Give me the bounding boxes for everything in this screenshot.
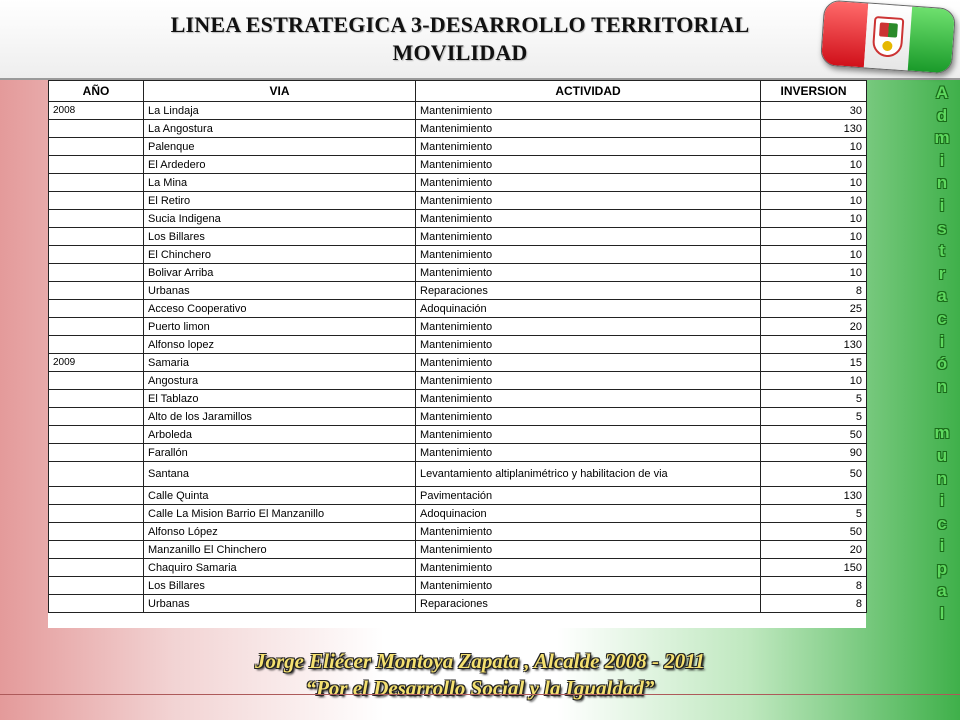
cell-year (49, 300, 144, 318)
table-row (49, 264, 867, 282)
table-row (49, 372, 867, 390)
cell-year (49, 577, 144, 595)
cell-actividad: Mantenimiento (416, 390, 761, 408)
cell-year (49, 192, 144, 210)
cell-year (49, 487, 144, 505)
side-text-letter: r (938, 263, 946, 283)
cell-actividad: Mantenimiento (416, 156, 761, 174)
cell-year (49, 390, 144, 408)
cell-inversion: 10 (761, 210, 867, 228)
cell-inversion: 50 (761, 426, 867, 444)
table-row (49, 174, 867, 192)
cell-actividad: Mantenimiento (416, 246, 761, 264)
cell-inversion: 90 (761, 444, 867, 462)
cell-via: Palenque (144, 138, 416, 156)
flag-white-band (864, 4, 912, 71)
cell-year: 2009 (49, 354, 144, 372)
cell-via: Santana (144, 462, 416, 487)
table-row (49, 487, 867, 505)
cell-year (49, 246, 144, 264)
cell-via: Urbanas (144, 595, 416, 613)
side-text-letter: n (936, 173, 948, 193)
cell-year: 2008 (49, 102, 144, 120)
table-row (49, 120, 867, 138)
cell-inversion: 50 (761, 523, 867, 541)
table-row (49, 228, 867, 246)
cell-actividad: Mantenimiento (416, 523, 761, 541)
page-title (0, 0, 960, 78)
cell-year (49, 444, 144, 462)
side-text-letter: s (937, 218, 947, 238)
investment-table-container (48, 80, 866, 628)
cell-via: Farallón (144, 444, 416, 462)
table-row (49, 577, 867, 595)
cell-actividad: Mantenimiento (416, 372, 761, 390)
side-text-letter: a (937, 286, 947, 306)
cell-inversion: 130 (761, 487, 867, 505)
cell-actividad: Mantenimiento (416, 210, 761, 228)
cell-inversion: 10 (761, 246, 867, 264)
cell-year (49, 595, 144, 613)
cell-via: Arboleda (144, 426, 416, 444)
cell-via: Bolivar Arriba (144, 264, 416, 282)
table-row (49, 505, 867, 523)
cell-year (49, 372, 144, 390)
table-row (49, 210, 867, 228)
cell-actividad: Mantenimiento (416, 408, 761, 426)
cell-inversion: 8 (761, 595, 867, 613)
side-text-letter: i (939, 536, 945, 556)
side-text-letter: p (936, 558, 948, 578)
table-row (49, 318, 867, 336)
cell-via: Los Billares (144, 228, 416, 246)
cell-actividad: Reparaciones (416, 282, 761, 300)
side-text-letter: i (939, 331, 945, 351)
footer-mayor-line: Jorge Eliécer Montoya Zapata , Alcalde 2008 - 2011 (254, 649, 706, 673)
table-row (49, 156, 867, 174)
table-row (49, 282, 867, 300)
side-text-letter: ó (936, 354, 948, 374)
cell-year (49, 282, 144, 300)
table-row (49, 408, 867, 426)
cell-year (49, 228, 144, 246)
table-row (49, 426, 867, 444)
cell-actividad: Mantenimiento (416, 138, 761, 156)
cell-year (49, 264, 144, 282)
cell-via: El Retiro (144, 192, 416, 210)
column-header-year: AÑO (49, 81, 144, 102)
cell-year (49, 174, 144, 192)
cell-actividad: Adoquinación (416, 300, 761, 318)
cell-via: Calle Quinta (144, 487, 416, 505)
cell-via: La Lindaja (144, 102, 416, 120)
flag-red-band (821, 1, 869, 68)
cell-actividad: Pavimentación (416, 487, 761, 505)
side-text-letter: u (936, 445, 948, 465)
table-row (49, 300, 867, 318)
cell-year (49, 523, 144, 541)
table-row (49, 354, 867, 372)
cell-actividad: Mantenimiento (416, 192, 761, 210)
cell-actividad: Mantenimiento (416, 120, 761, 138)
side-text-letter: c (937, 308, 947, 328)
cell-actividad: Mantenimiento (416, 264, 761, 282)
cell-actividad: Mantenimiento (416, 444, 761, 462)
cell-actividad: Levantamiento altiplanimétrico y habilitacion de via (416, 462, 761, 487)
cell-actividad: Mantenimiento (416, 426, 761, 444)
title-line-2: MOVILIDAD (392, 40, 528, 65)
footer-slogan-line: “Por el Desarrollo Social y la Igualdad” (305, 676, 655, 700)
footer-divider (0, 694, 960, 695)
cell-actividad: Mantenimiento (416, 318, 761, 336)
cell-inversion: 10 (761, 372, 867, 390)
cell-year (49, 210, 144, 228)
table-row (49, 462, 867, 487)
table-row (49, 390, 867, 408)
cell-actividad: Mantenimiento (416, 174, 761, 192)
cell-via: El Chinchero (144, 246, 416, 264)
cell-actividad: Reparaciones (416, 595, 761, 613)
title-line-1: LINEA ESTRATEGICA 3-DESARROLLO TERRITORIAL (170, 12, 750, 37)
side-text-letter: m (934, 423, 950, 443)
table-row (49, 595, 867, 613)
table-row (49, 541, 867, 559)
cell-year (49, 505, 144, 523)
cell-actividad: Mantenimiento (416, 559, 761, 577)
table-row (49, 246, 867, 264)
cell-inversion: 8 (761, 577, 867, 595)
cell-via: Manzanillo El Chinchero (144, 541, 416, 559)
cell-year (49, 559, 144, 577)
cell-inversion: 8 (761, 282, 867, 300)
side-text-letter: m (934, 128, 950, 148)
table-row (49, 102, 867, 120)
side-text-letter: t (939, 241, 945, 261)
cell-via: Chaquiro Samaria (144, 559, 416, 577)
table-row (49, 192, 867, 210)
cell-year (49, 408, 144, 426)
side-text-letter: n (936, 376, 948, 396)
side-text-letter: l (939, 604, 945, 624)
side-text-letter: n (936, 468, 948, 488)
cell-inversion: 130 (761, 336, 867, 354)
table-row (49, 444, 867, 462)
cell-inversion: 10 (761, 192, 867, 210)
side-text-letter: c (937, 513, 947, 533)
cell-inversion: 150 (761, 559, 867, 577)
cell-via: El Ardedero (144, 156, 416, 174)
side-text-letter: i (939, 150, 945, 170)
cell-year (49, 336, 144, 354)
side-text-letter: i (939, 195, 945, 215)
cell-via: Los Billares (144, 577, 416, 595)
table-row (49, 138, 867, 156)
side-vertical-text (930, 82, 954, 626)
cell-inversion: 10 (761, 228, 867, 246)
cell-inversion: 5 (761, 408, 867, 426)
side-text-letter: i (939, 491, 945, 511)
table-header-row (49, 81, 867, 102)
cell-via: Samaria (144, 354, 416, 372)
cell-via: Sucia Indigena (144, 210, 416, 228)
flag-icon (820, 0, 956, 75)
cell-year (49, 120, 144, 138)
cell-via: Angostura (144, 372, 416, 390)
side-text-letter: A (935, 83, 949, 102)
cell-actividad: Mantenimiento (416, 336, 761, 354)
side-text-letter: a (937, 581, 947, 601)
cell-actividad: Mantenimiento (416, 577, 761, 595)
cell-inversion: 50 (761, 462, 867, 487)
cell-actividad: Mantenimiento (416, 228, 761, 246)
table-row (49, 336, 867, 354)
cell-inversion: 5 (761, 505, 867, 523)
table-body (49, 102, 867, 613)
cell-year (49, 138, 144, 156)
table-row (49, 559, 867, 577)
cell-year (49, 541, 144, 559)
cell-inversion: 10 (761, 174, 867, 192)
investment-table (48, 80, 867, 613)
cell-actividad: Adoquinacion (416, 505, 761, 523)
cell-actividad: Mantenimiento (416, 541, 761, 559)
cell-inversion: 10 (761, 264, 867, 282)
column-header-via: VIA (144, 81, 416, 102)
cell-inversion: 15 (761, 354, 867, 372)
cell-via: Puerto limon (144, 318, 416, 336)
side-text-letter: d (936, 105, 948, 125)
cell-inversion: 10 (761, 138, 867, 156)
cell-via: Acceso Cooperativo (144, 300, 416, 318)
table-row (49, 523, 867, 541)
cell-via: Alfonso López (144, 523, 416, 541)
cell-via: Alfonso lopez (144, 336, 416, 354)
cell-year (49, 318, 144, 336)
cell-inversion: 5 (761, 390, 867, 408)
cell-via: La Angostura (144, 120, 416, 138)
cell-year (49, 426, 144, 444)
flag-green-band (907, 7, 955, 74)
cell-inversion: 20 (761, 318, 867, 336)
cell-via: Alto de los Jaramillos (144, 408, 416, 426)
cell-actividad: Mantenimiento (416, 102, 761, 120)
column-header-inversion: INVERSION (761, 81, 867, 102)
cell-inversion: 30 (761, 102, 867, 120)
cell-inversion: 130 (761, 120, 867, 138)
cell-via: El Tablazo (144, 390, 416, 408)
cell-inversion: 25 (761, 300, 867, 318)
cell-inversion: 10 (761, 156, 867, 174)
cell-year (49, 156, 144, 174)
cell-via: Urbanas (144, 282, 416, 300)
coat-of-arms-icon (872, 16, 905, 58)
column-header-actividad: ACTIVIDAD (416, 81, 761, 102)
cell-actividad: Mantenimiento (416, 354, 761, 372)
cell-via: Calle La Mision Barrio El Manzanillo (144, 505, 416, 523)
cell-inversion: 20 (761, 541, 867, 559)
cell-year (49, 462, 144, 487)
cell-via: La Mina (144, 174, 416, 192)
